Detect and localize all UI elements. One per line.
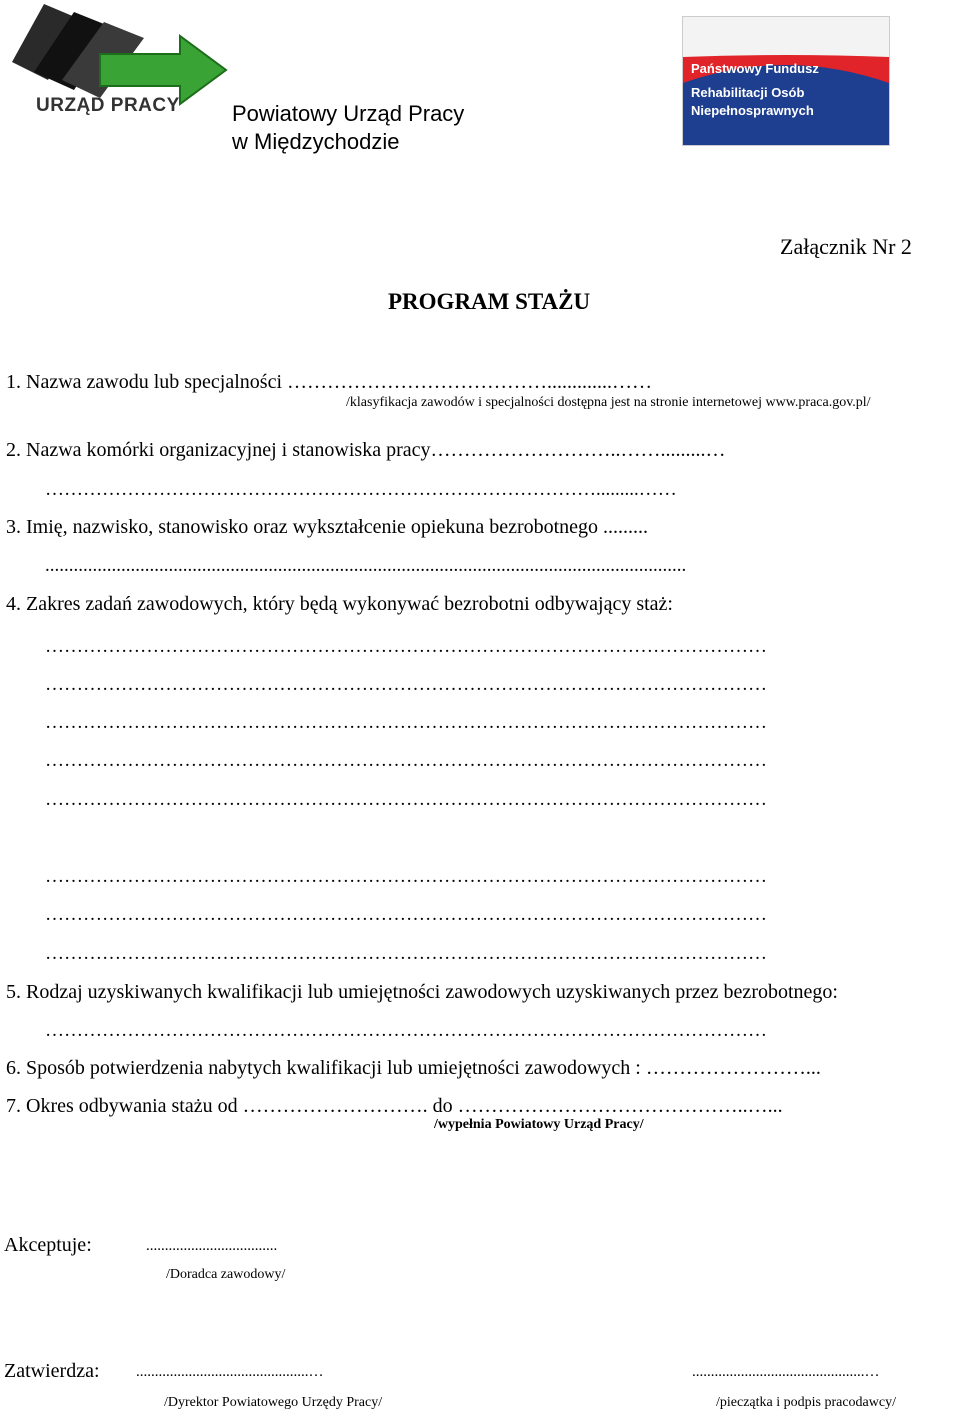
item-4-line: …………………………………………………………………………………………………… [45, 750, 767, 771]
item-5-qualifications: 5. Rodzaj uzyskiwanych kwalifikacji lub umiejętności zawodowych uzyskiwanych przez bezrobotnego: [6, 981, 838, 1003]
item-1-profession: 1. Nazwa zawodu lub specjalności ………………………………….............…… [6, 371, 653, 393]
pfron-logo-line1: Państwowy Fundusz [691, 61, 819, 76]
page-title: PROGRAM STAŻU [388, 289, 591, 314]
pfron-logo-line3: Niepełnosprawnych [691, 103, 814, 118]
accept-caption: /Doradca zawodowy/ [166, 1267, 286, 1282]
item-4-line: …………………………………………………………………………………………………… [45, 712, 767, 733]
pfron-logo-line2: Rehabilitacji Osób [691, 85, 805, 100]
approve-signature-line-right: ..............................................… [692, 1364, 880, 1380]
attachment-number: Załącznik Nr 2 [780, 234, 912, 259]
pfron-logo-graphic [683, 17, 889, 145]
office-name-line1: Powiatowy Urząd Pracy [232, 101, 465, 126]
accept-signature-line: ................................... [146, 1238, 278, 1254]
item-2-unit: 2. Nazwa komórki organizacyjnej i stanowiska pracy………………………..…….........… [6, 439, 726, 461]
approve-caption-right: /pieczątka i podpis pracodawcy/ [716, 1395, 896, 1410]
item-4-line: …………………………………………………………………………………………………… [45, 789, 767, 810]
urzad-pracy-logo [4, 2, 228, 122]
item-7-period: 7. Okres odbywania stażu od ………………………. do ……………………………………..…... [6, 1095, 783, 1117]
approve-caption-left: /Dyrektor Powiatowego Urzędy Pracy/ [164, 1395, 383, 1410]
item-2-continuation: …………………………………………………………………………….........…… [45, 479, 677, 500]
item-5-continuation: …………………………………………………………………………………………………… [45, 1020, 767, 1041]
item-4-line: …………………………………………………………………………………………………… [45, 636, 767, 657]
accept-label: Akceptuje: [4, 1234, 92, 1256]
item-1-note: /klasyfikacja zawodów i specjalności dostępna jest na stronie internetowej www.praca.gov.pl/ [346, 395, 871, 410]
item-4-line: …………………………………………………………………………………………………… [45, 943, 767, 964]
approve-signature-line-left: ..............................................… [136, 1364, 324, 1380]
item-6-confirmation: 6. Sposób potwierdzenia nabytych kwalifikacji lub umiejętności zawodowych : ……………………... [6, 1057, 821, 1079]
approve-label: Zatwierdza: [4, 1360, 100, 1382]
item-4-line: …………………………………………………………………………………………………… [45, 866, 767, 887]
item-3-supervisor: 3. Imię, nazwisko, stanowisko oraz wykształcenie opiekuna bezrobotnego ......... [6, 516, 649, 538]
pfron-logo [682, 16, 890, 146]
office-name-line2: w Międzychodzie [232, 129, 400, 154]
item-3-continuation: ....................................................................................................................................... [45, 555, 687, 576]
urzad-pracy-logo-text: URZĄD PRACY [36, 95, 180, 116]
item-4-tasks: 4. Zakres zadań zawodowych, który będą wykonywać bezrobotni odbywający staż: [6, 593, 673, 615]
item-4-line: …………………………………………………………………………………………………… [45, 674, 767, 695]
item-4-line: …………………………………………………………………………………………………… [45, 904, 767, 925]
item-7-note: /wypełnia Powiatowy Urząd Pracy/ [434, 1117, 644, 1132]
